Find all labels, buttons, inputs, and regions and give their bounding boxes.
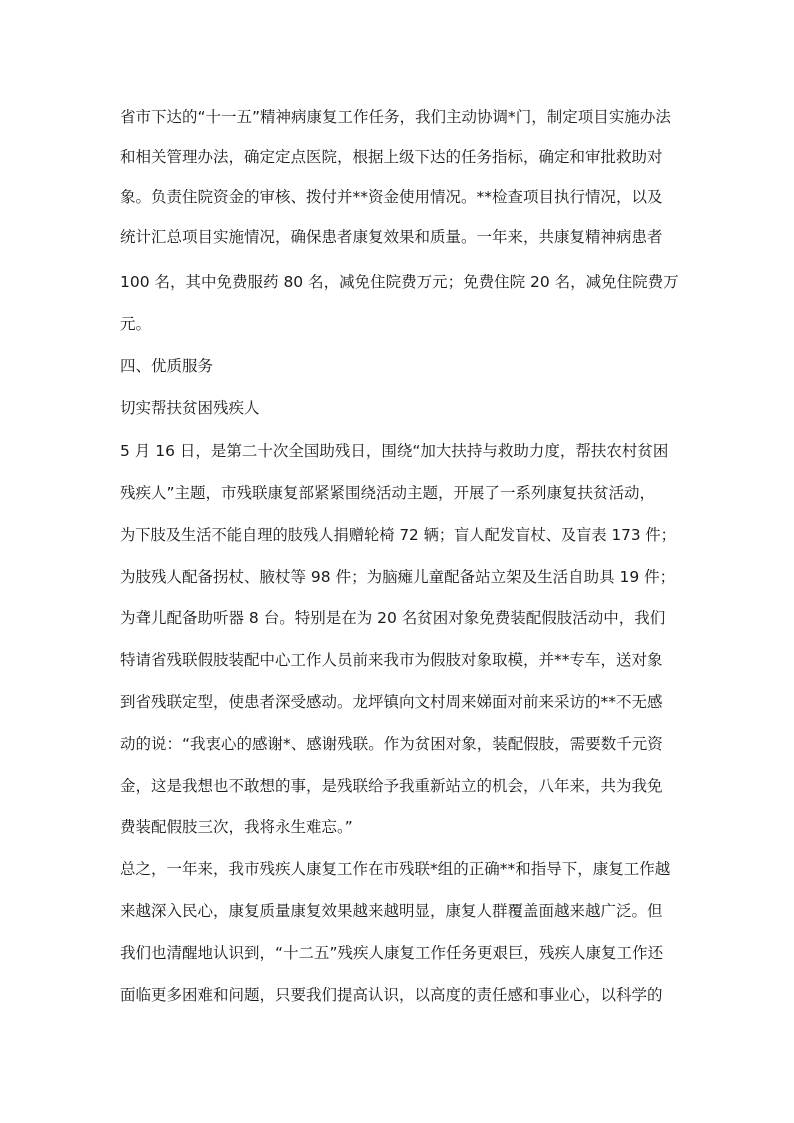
text-line: 到省残联定型，使患者深受感动。龙坪镇向文村周来娣面对前来采访的**不无感 — [120, 693, 663, 711]
text-line: 为下肢及生活不能自理的肢残人捐赠轮椅 72 辆；盲人配发盲杖、及盲表 173 件； — [120, 526, 676, 544]
section-heading: 四、优质服务 — [120, 357, 214, 375]
text-line: 费装配假肢三次，我将永生难忘。” — [120, 818, 353, 836]
text-line: 100 名，其中免费服药 80 名，减免住院费万元；免费住院 20 名，减免住院费万 — [120, 273, 679, 291]
text-line: 来越深入民心，康复质量康复效果越来越明显，康复人群覆盖面越来越广泛。但 — [120, 902, 663, 920]
text-line: 为聋儿配备助听器 8 台。特别是在为 20 名贫困对象免费装配假肢活动中，我们 — [120, 609, 666, 627]
text-line: 元。 — [120, 315, 152, 333]
text-line: 金，这是我想也不敢想的事，是残联给予我重新站立的机会，八年来，共为我免 — [120, 777, 663, 795]
text-line: 残疾人”主题，市残联康复部紧紧围绕活动主题，开展了一系列康复扶贫活动， — [120, 484, 656, 502]
text-line: 省市下达的“十一五”精神病康复工作任务，我们主动协调*门，制定项目实施办法 — [120, 108, 671, 126]
text-line: 象。负责住院资金的审核、拨付并**资金使用情况。**检查项目执行情况，以及 — [120, 188, 663, 206]
text-line: 为肢残人配备拐杖、腋杖等 98 件；为脑瘫儿童配备站立架及生活自助具 19 件； — [120, 568, 676, 586]
text-line: 特请省残联假肢装配中心工作人员前来我市为假肢对象取模，并**专车，送对象 — [120, 651, 663, 669]
text-line: 总之，一年来，我市残疾人康复工作在市残联*组的正确**和指导下，康复工作越 — [120, 860, 671, 878]
text-line: 5 月 16 日，是第二十次全国助残日，围绕“加大扶持与救助力度，帮扶农村贫困 — [120, 442, 669, 460]
text-line: 统计汇总项目实施情况，确保患者康复效果和质量。一年来，共康复精神病患者 — [120, 228, 663, 246]
text-line: 动的说：“我衷心的感谢*、感谢残联。作为贫困对象，装配假肢，需要数千元资 — [120, 735, 663, 753]
text-line: 我们也清醒地认识到，“十二五”残疾人康复工作任务更艰巨，残疾人康复工作还 — [120, 944, 664, 962]
text-line: 面临更多困难和问题，只要我们提高认识，以高度的责任感和事业心，以科学的 — [120, 986, 663, 1004]
text-line: 和相关管理办法，确定定点医院，根据上级下达的任务指标，确定和审批救助对 — [120, 148, 663, 166]
section-subheading: 切实帮扶贫困残疾人 — [120, 399, 260, 417]
